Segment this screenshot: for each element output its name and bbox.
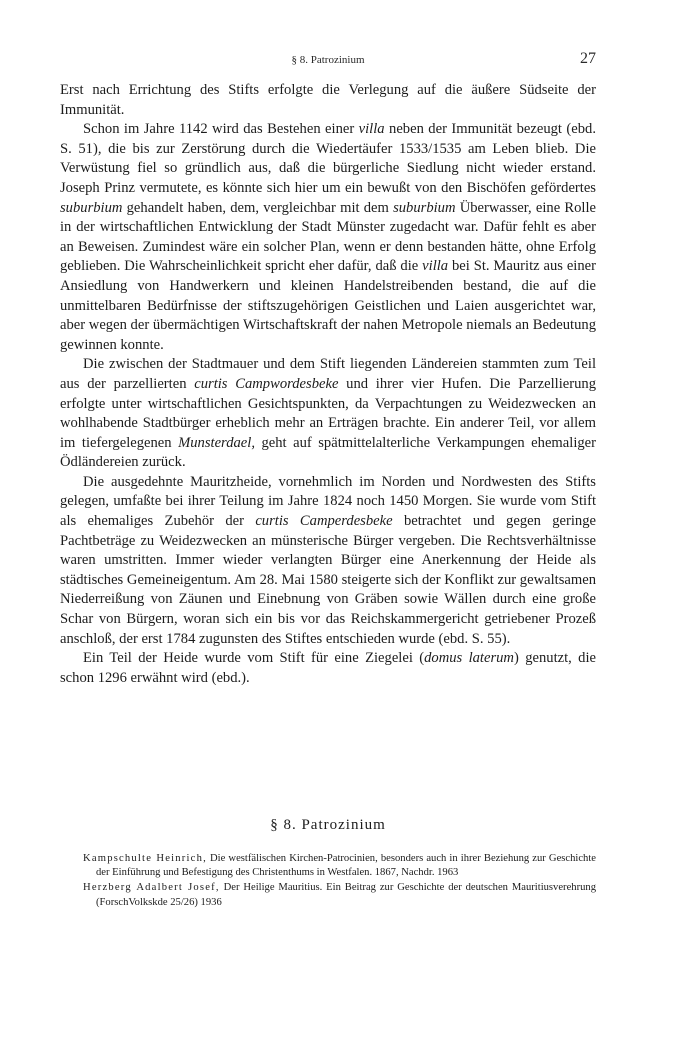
italic-term: Munsterdael, bbox=[178, 434, 255, 451]
italic-term: domus laterum bbox=[424, 650, 514, 667]
bibliography-text: Die westfälischen Kirchen-Patrocinien, besonders auch in ihrer Beziehung zur Geschichte der Einführung und Befestigung des Christenthums in Westfalen. 1867, Nachdr. 1963 bbox=[96, 853, 596, 879]
text-run: und ihrer vier Hufen. Die Parzellierung erfolgte unter wirtschaftlichen Gesichtspunkten, da Verpachtungen zu Weidezwecken an wohlhabende Stadtbürger erheblich mehr an Erträgen brachte. Ein anderer Teil, vor allem im tiefergelegenen bbox=[60, 375, 596, 451]
body-paragraph bbox=[60, 120, 596, 355]
text-run: Schon im Jahre 1142 wird das Bestehen einer bbox=[83, 121, 359, 138]
italic-term: curtis Camperdesbeke bbox=[255, 513, 393, 530]
text-run: neben der Immunität bezeugt (ebd. S. 51), die bis zur Zerstörung durch die Wiedertäufer 1533/1535 am Leben blieb. Die Verwüstung fiel so gründlich aus, daß die bürgerliche Siedlung nicht wieder erstand. Joseph Prinz vermutete, es könnte sich hier um ein bewußt von den Bischöfen gefördertes bbox=[60, 121, 596, 196]
bibliography-entry bbox=[83, 881, 596, 909]
italic-term: curtis Campwordesbeke bbox=[194, 375, 339, 392]
bibliography-entry bbox=[83, 852, 596, 880]
text-run: ) genutzt, die schon 1296 erwähnt wird (ebd.). bbox=[60, 650, 596, 686]
text-run: gehandelt haben, dem, vergleichbar mit dem bbox=[122, 199, 394, 216]
bibliography-author: Herzberg Adalbert Josef, bbox=[83, 882, 220, 894]
body-text bbox=[60, 81, 596, 688]
bibliography bbox=[83, 852, 596, 911]
bibliography-text: Der Heilige Mauritius. Ein Beitrag zur Geschichte der deutschen Mauritiusverehrung (ForschVolkskde 25/26) 1936 bbox=[96, 882, 596, 908]
text-run: Ein Teil der Heide wurde vom Stift für eine Ziegelei ( bbox=[83, 650, 425, 667]
italic-term: suburbium bbox=[393, 199, 456, 216]
body-paragraph bbox=[60, 473, 596, 649]
text-run: betrachtet und gegen geringe Pachtbeträge zu Weidezwecken an münsterische Bürger vergeben. Die Rechtsverhältnisse waren umstritten. Immer wieder verlangten Bürger eine Anerkennung der Heide als städtisches Gemeineigentum. Am 28. Mai 1580 steigerte sich der Konflikt zur gewaltsamen Niederreißung von Zäunen und Einebnung von Gräben sowie Wällen durch eine große Schar von Bürgern, woran sich ein bis vor das Reichskammergericht getriebener Prozeß anschloß, der erst 1784 zugunsten des Stiftes entschieden wurde (ebd. S. 55). bbox=[60, 513, 597, 647]
text-run: Die zwischen der Stadtmauer und dem Stift liegenden Ländereien stammten zum Teil aus der parzellierten bbox=[60, 356, 596, 392]
page-number: 27 bbox=[580, 50, 596, 67]
text-run: Erst nach Errichtung des Stifts erfolgte die Verlegung auf die äußere Südseite der Immunität. bbox=[60, 82, 596, 118]
body-paragraph bbox=[60, 81, 596, 120]
italic-term: suburbium bbox=[60, 199, 123, 216]
text-run: bei St. Mauritz aus einer Ansiedlung von Handwerkern und kleinen Handelstreibenden bestand, die auf die unmittelbaren Bedürfnisse der stiftszugehörigen Geistlichen und Laien ausgerichtet war, aber wegen der übermächtigen Wirtschaftskraft der nahen Metropole niemals an Bedeutung gewinnen konnte. bbox=[60, 258, 597, 353]
running-head: § 8. Patrozinium bbox=[291, 54, 365, 66]
text-run: Überwasser, eine Rolle in der wirtschaftlichen Entwicklung der Stadt Münster zugedacht war. Dafür fehlt es aber an Beweisen. Zumindest wäre ein solcher Plan, wenn er denn bestanden hätte, ohne Erfolg geblieben. Die Wahrscheinlichkeit spricht eher dafür, daß die bbox=[60, 199, 596, 275]
bibliography-author: Kampschulte Heinrich, bbox=[83, 853, 207, 864]
body-paragraph bbox=[60, 355, 596, 473]
italic-term: villa bbox=[422, 258, 449, 275]
section-heading: § 8. Patrozinium bbox=[270, 817, 386, 833]
italic-term: villa bbox=[358, 121, 385, 138]
body-paragraph bbox=[60, 649, 596, 688]
text-run: Die ausgedehnte Mauritzheide, vornehmlich im Norden und Nordwesten des Stifts gelegen, umfaßte bei ihrer Teilung im Jahre 1824 noch 1450 Morgen. Sie wurde vom Stift als ehemaliges Zubehör der bbox=[60, 473, 596, 530]
text-run: geht auf spätmittelalterliche Verkampungen ehemaliger Ödländereien zurück. bbox=[60, 434, 597, 471]
